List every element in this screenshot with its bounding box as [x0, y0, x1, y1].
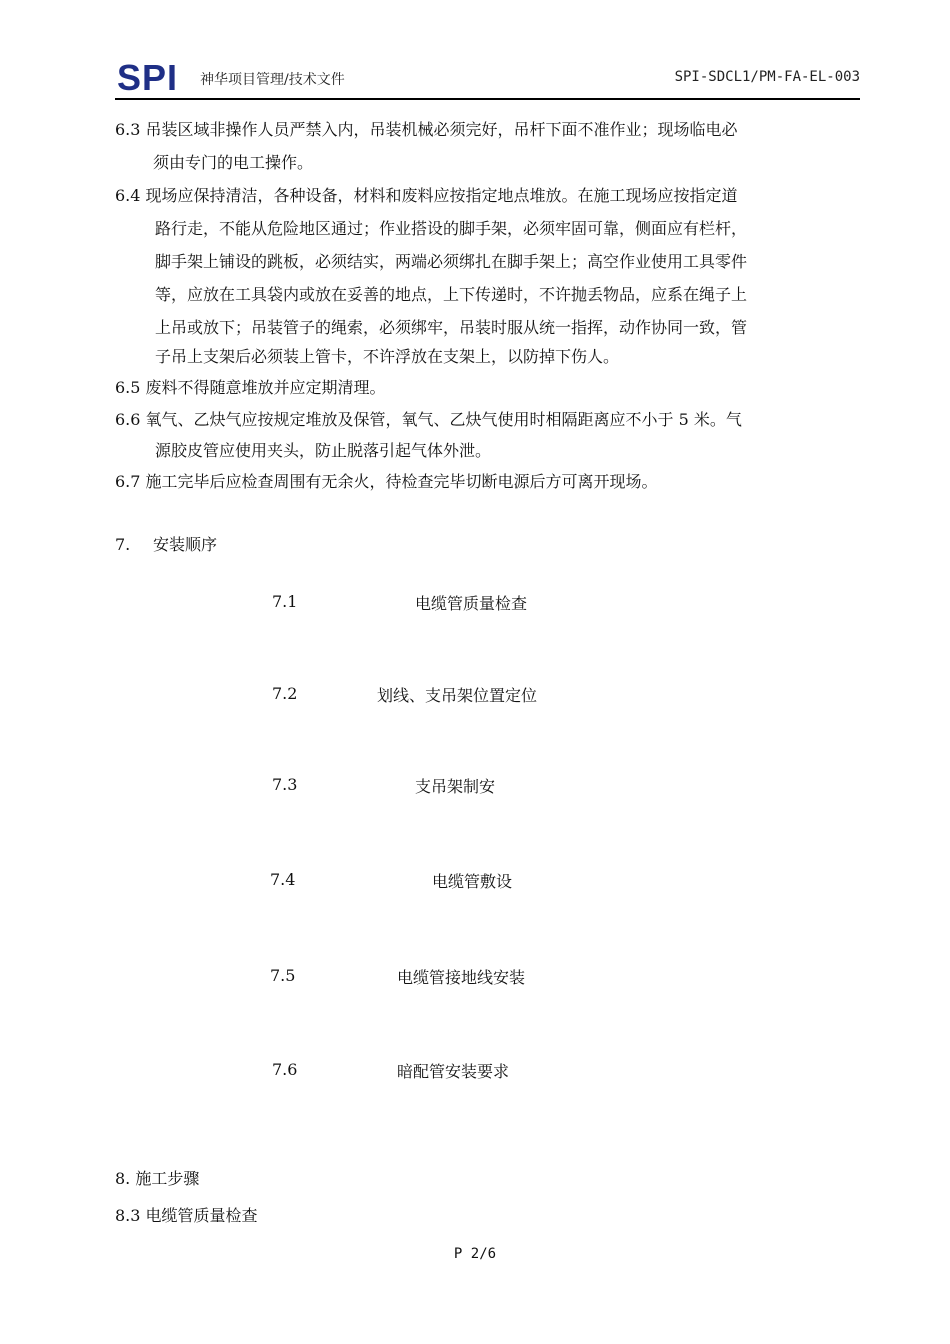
section-6-4-line-5: 上吊或放下；吊装管子的绳索，必须绑牢，吊装时服从统一指挥，动作协同一致，管	[155, 318, 748, 337]
section-7-number: 7.	[115, 535, 131, 554]
step-7-5-number: 7.5	[270, 966, 296, 985]
section-6-4-line-3: 脚手架上铺设的跳板，必须结实，两端必须绑扎在脚手架上；高空作业使用工具零件	[155, 252, 748, 271]
document-code: SPI-SDCL1/PM-FA-EL-003	[674, 69, 860, 85]
section-8-3-title: 8.3 电缆管质量检查	[115, 1206, 258, 1225]
spi-logo	[115, 58, 193, 96]
section-8-title: 8. 施工步骤	[115, 1169, 200, 1188]
document-header	[115, 58, 860, 98]
step-7-2-number: 7.2	[272, 684, 298, 703]
step-7-4-label: 电缆管敷设	[432, 872, 513, 891]
header-title: 神华项目管理/技术文件	[200, 72, 345, 88]
section-6-4-line-4: 等，应放在工具袋内或放在妥善的地点，上下传递时，不许抛丢物品，应系在绳子上	[155, 285, 748, 304]
page-number: P 2/6	[453, 1246, 497, 1262]
section-6-4-line-6: 子吊上支架后必须装上管卡，不许浮放在支架上，以防掉下伤人。	[155, 347, 620, 366]
step-7-1-label: 电缆管质量检查	[415, 594, 528, 613]
header-divider	[115, 98, 860, 100]
section-6-4-line-2: 路行走，不能从危险地区通过；作业搭设的脚手架，必须牢固可靠，侧面应有栏杆，	[155, 219, 748, 238]
section-6-4-line-1: 6.4 现场应保持清洁，各种设备，材料和废料应按指定地点堆放。在施工现场应按指定道	[115, 186, 738, 205]
section-6-6-line-1: 6.6 氧气、乙炔气应按规定堆放及保管，氧气、乙炔气使用时相隔距离应不小于 5 米。气	[115, 410, 742, 429]
step-7-6-label: 暗配管安装要求	[397, 1062, 510, 1081]
section-6-5-line-1: 6.5 废料不得随意堆放并应定期清理。	[115, 378, 386, 397]
step-7-2-label: 划线、支吊架位置定位	[377, 686, 538, 705]
step-7-3-label: 支吊架制安	[415, 777, 496, 796]
section-6-3-line-2: 须由专门的电工操作。	[153, 153, 314, 172]
section-7-title: 安装顺序	[153, 535, 218, 554]
section-6-6-line-2: 源胶皮管应使用夹头，防止脱落引起气体外泄。	[155, 441, 492, 460]
svg-text:SPI: SPI	[117, 58, 179, 96]
step-7-6-number: 7.6	[272, 1060, 298, 1079]
step-7-5-label: 电缆管接地线安装	[397, 968, 526, 987]
step-7-1-number: 7.1	[272, 592, 298, 611]
section-6-3-line-1: 6.3 吊装区域非操作人员严禁入内，吊装机械必须完好，吊杆下面不准作业；现场临电必	[115, 120, 738, 139]
section-6-7-line-1: 6.7 施工完毕后应检查周围有无余火，待检查完毕切断电源后方可离开现场。	[115, 472, 658, 491]
step-7-4-number: 7.4	[270, 870, 296, 889]
step-7-3-number: 7.3	[272, 775, 298, 794]
